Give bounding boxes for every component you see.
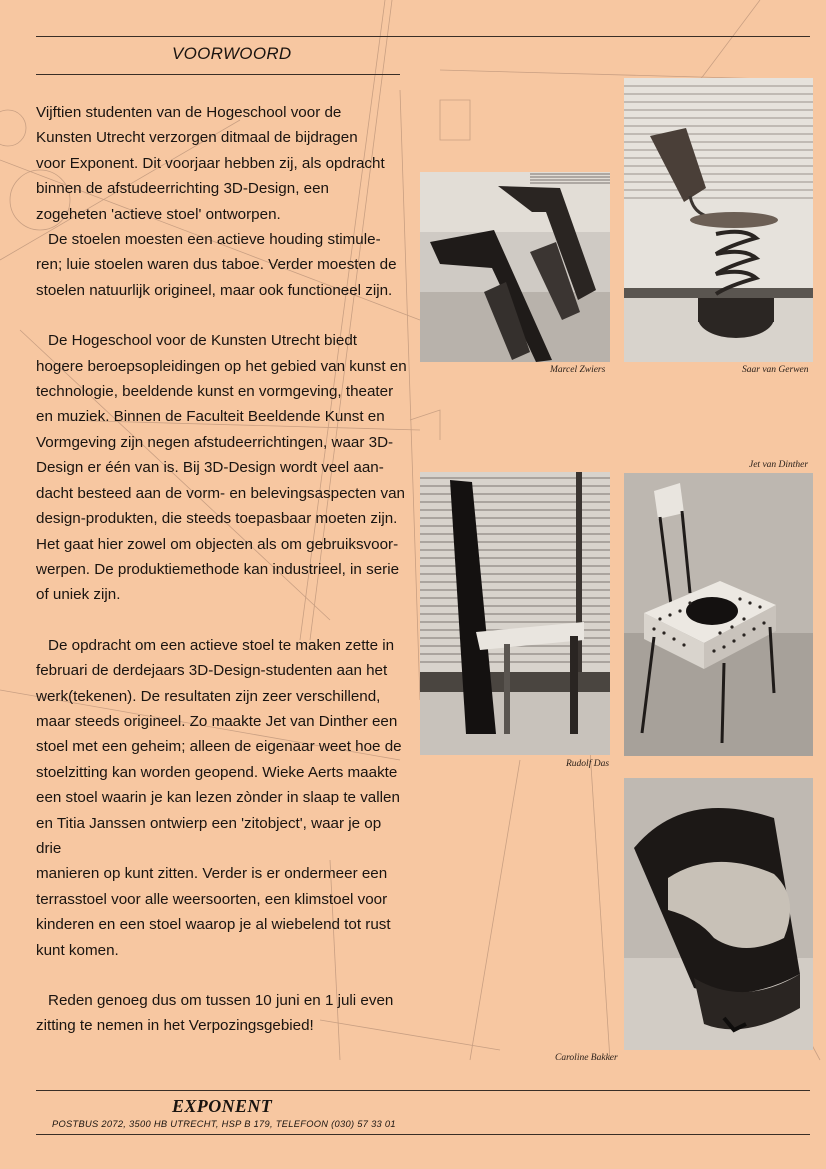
footer-rule-bottom — [36, 1134, 810, 1135]
photo-rudolf-das — [420, 472, 610, 755]
text-line: werk(tekenen). De resultaten zijn zeer verschillend, — [36, 687, 381, 705]
caption-photo-2: Saar van Gerwen — [742, 365, 809, 375]
text-line: Vijftien studenten van de Hogeschool voor de — [36, 104, 342, 121]
text-line: dacht besteed aan de vorm- en belevingsaspecten van — [36, 484, 405, 502]
text-line: stoelzitting kan worden geopend. Wieke Aerts maakte — [36, 763, 398, 781]
text-line: Het gaat hier zowel om objecten als om gebruiksvoor- — [36, 535, 399, 553]
header-rule-top — [36, 36, 810, 37]
caption-photo-3: Rudolf Das — [566, 759, 610, 769]
text-line: De Hogeschool voor de Kunsten Utrecht biedt — [48, 332, 357, 350]
text-line: of uniek zijn. — [36, 586, 121, 604]
caption-photo-1: Marcel Zwiers — [550, 365, 606, 375]
text-line: en muziek. Binnen de Faculteit Beeldende Kunst en — [36, 408, 385, 426]
text-line: Kunsten Utrecht verzorgen ditmaal de bijdragen — [36, 129, 358, 147]
paragraph-3 — [36, 633, 408, 963]
text-line: zogeheten 'actieve stoel' ontworpen. — [36, 205, 281, 223]
footer-address: POSTBUS 2072, 3500 HB UTRECHT, HSP B 179, TELEFOON (030) 57 33 01 — [52, 1119, 396, 1129]
text-line: februari de derdejaars 3D-Design-studenten aan het — [36, 662, 388, 680]
text-line: Design er één van is. Bij 3D-Design wordt veel aan- — [36, 459, 384, 477]
text-line: kinderen en een stoel waarop je al wiebelend tot rust — [36, 916, 391, 934]
page-heading: VOORWOORD — [172, 44, 292, 63]
text-line: voor Exponent. Dit voorjaar hebben zij, als opdracht — [36, 154, 385, 172]
text-line: werpen. De produktiemethode kan industrieel, in serie — [36, 560, 400, 578]
text-line: terrasstoel voor alle weersoorten, een klimstoel voor — [36, 890, 388, 908]
header-rule-bottom — [36, 74, 400, 75]
photo-caroline-bakker — [624, 778, 813, 1050]
photo-marcel-zwiers — [420, 172, 610, 362]
paragraph-4 — [36, 988, 408, 1039]
text-line: design-produkten, die steeds toepasbaar moeten zijn. — [36, 510, 398, 528]
paragraph-1 — [36, 100, 408, 303]
footer-rule-top — [36, 1090, 810, 1091]
paragraph-2 — [36, 328, 408, 607]
text-line: De stoelen moesten een actieve houding stimule- — [48, 231, 381, 249]
text-line: kunt komen. — [36, 941, 119, 959]
text-line: Reden genoeg dus om tussen 10 juni en 1 juli even — [48, 992, 394, 1009]
text-line: technologie, beeldende kunst en vormgeving, theater — [36, 383, 394, 401]
footer-title: EXPONENT — [172, 1096, 273, 1116]
text-line: Vormgeving zijn negen afstudeerrichtingen, waar 3D- — [36, 433, 394, 451]
text-line: ren; luie stoelen waren dus taboe. Verder moesten de — [36, 256, 397, 274]
text-line: stoel met een geheim; alleen de eigenaar weet hoe de — [36, 738, 402, 756]
text-line: een stoel waarin je kan lezen zònder in slaap te vallen — [36, 789, 400, 807]
body-text — [36, 100, 408, 1039]
text-line: manieren op kunt zitten. Verder is er ondermeer een — [36, 865, 388, 883]
photo-saar-van-gerwen — [624, 78, 813, 362]
photo-jet-van-dinther — [624, 473, 813, 756]
text-line: zitting te nemen in het Verpozingsgebied! — [36, 1017, 314, 1035]
text-line: De opdracht om een actieve stoel te maken zette in — [48, 636, 395, 654]
text-line: maar steeds origineel. Zo maakte Jet van Dinther een — [36, 712, 398, 730]
text-line: en Titia Janssen ontwierp een 'zitobject', waar je op drie — [36, 814, 382, 857]
text-line: hogere beroepsopleidingen op het gebied van kunst en — [36, 357, 407, 375]
text-line: binnen de afstudeerrichting 3D-Design, een — [36, 180, 329, 198]
text-line: stoelen natuurlijk origineel, maar ook functioneel zijn. — [36, 281, 393, 299]
caption-photo-4: Jet van Dinther — [749, 460, 809, 470]
caption-photo-5: Caroline Bakker — [555, 1053, 618, 1063]
